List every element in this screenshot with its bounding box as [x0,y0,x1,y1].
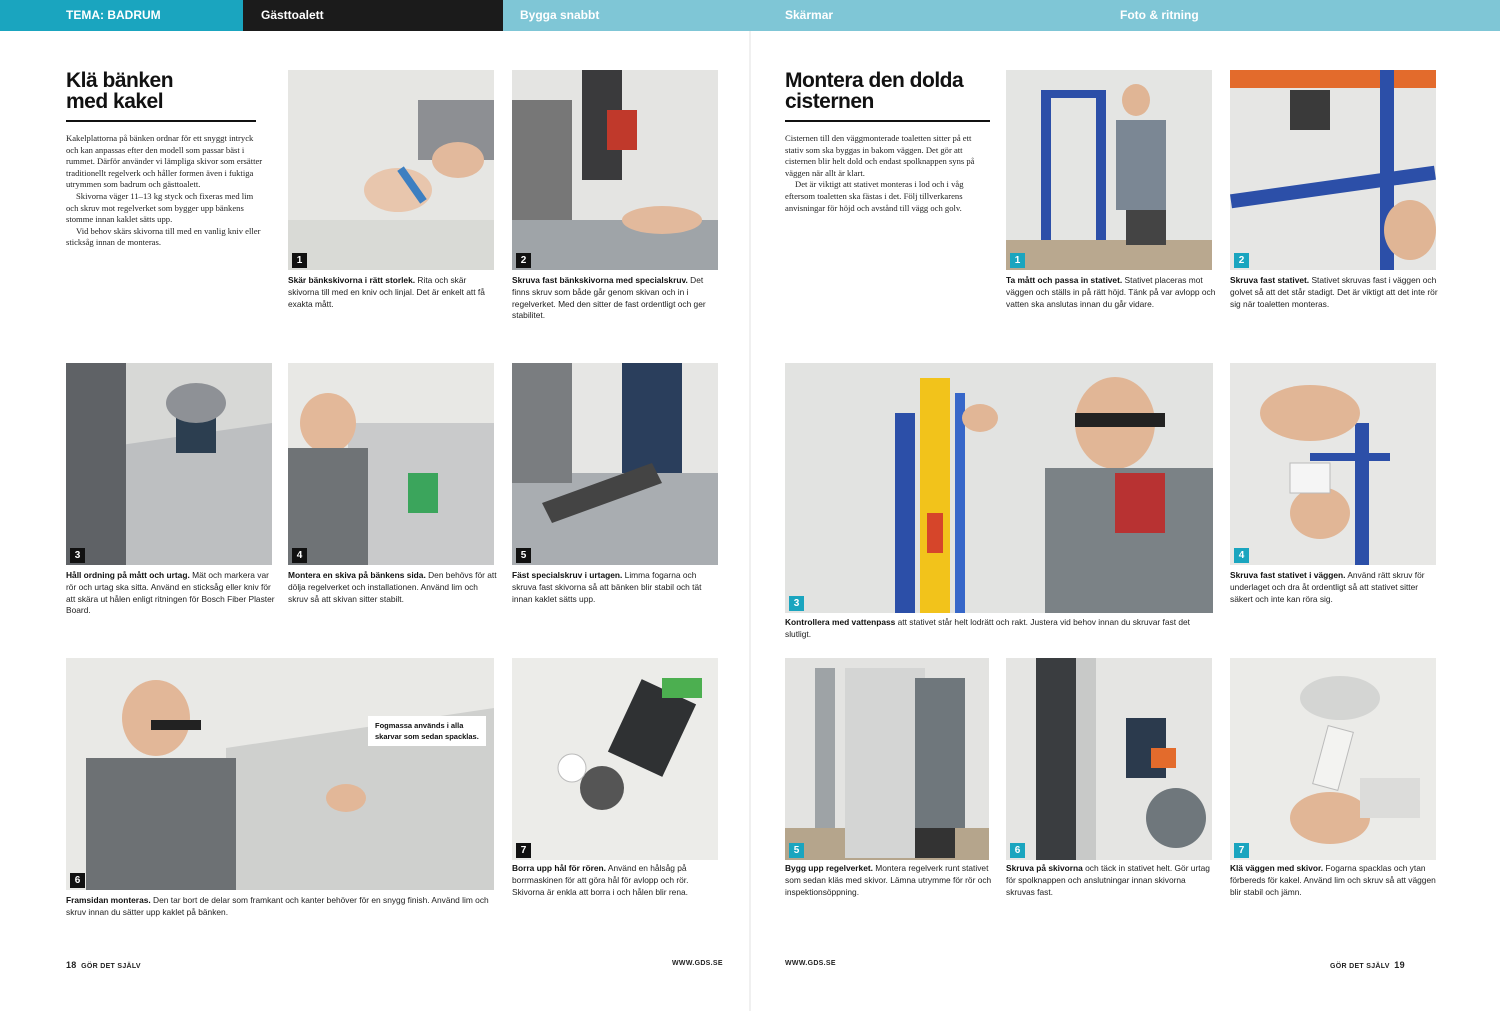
caption-right-step-2-bold: Skruva fast stativet. [1230,275,1310,285]
photo-callout: Fogmassa används i alla skarvar som sedan spacklas. [368,716,486,746]
caption-right-step-7-text: Fogarna spacklas och ytan förbereds för kakel. Använd lim och skruv så att väggen blir stabil och jämn. [1230,863,1436,897]
tab-foto-ritning: Foto & ritning [1120,8,1199,22]
photo-right-step-2 [1230,70,1436,270]
magazine-name-left: GÖR DET SJÄLV [81,963,141,970]
caption-right-step-6 [1006,863,1216,898]
caption-right-step-6-bold: Skruva på skivorna [1006,863,1083,873]
caption-step-7-text: Använd en hålsåg på borrmaskinen för att göra hål för avlopp och rör. Skivorna är enkla att borra i och hålen blir rena. [512,863,689,897]
step-badge: 2 [516,253,531,268]
step-badge: 4 [292,548,307,563]
caption-right-step-7-bold: Klä väggen med skivor. [1230,863,1324,873]
right-title-rule [785,120,990,122]
page-number-right: 19 [1394,960,1405,970]
caption-step-6 [66,895,496,919]
left-footer-site: WWW.GDS.SE [672,960,723,967]
photo-right-step-3 [785,363,1213,613]
caption-right-step-7 [1230,863,1440,898]
photo-right-step-6 [1006,658,1212,860]
caption-right-step-3-text: att stativet står helt lodrätt och rakt. Justera vid behov innan du skruvar fast det slutligt. [785,617,1190,639]
step-badge: 7 [516,843,531,858]
step-badge: 4 [1234,548,1249,563]
photo-step-2 [512,70,718,270]
left-intro-p3: Vid behov skärs skivorna till med en vanlig kniv eller sticksåg innan de monteras. [66,225,261,248]
page-number-left: 18 [66,960,77,970]
left-title [66,70,173,112]
caption-step-7-bold: Borra upp hål för rören. [512,863,606,873]
left-title-rule [66,120,256,122]
caption-right-step-1-text: Stativet placeras mot väggen och ställs in på rätt höjd. Tänk på var avlopp och vatten ska anslutas innan du går vidare. [1006,275,1216,309]
step-badge: 3 [70,548,85,563]
caption-right-step-5 [785,863,995,898]
caption-right-step-6-text: och täck in stativet helt. Gör urtag för spolknappen och anslutningar innan skivorna skruvas fast. [1006,863,1210,897]
caption-step-4-text: Den behövs för att dölja regelverket och installationen. Använd lim och skruv så att skivan sitter stabilt. [288,570,497,604]
photo-step-1 [288,70,494,270]
left-footer [66,960,141,970]
step-badge: 3 [789,596,804,611]
tab-bygga-snabbt: Bygga snabbt [520,8,600,22]
step-badge: 6 [70,873,85,888]
subsection-label: Gästtoalett [243,0,503,31]
caption-step-4 [288,570,498,605]
step-badge: 5 [516,548,531,563]
step-badge: 6 [1010,843,1025,858]
right-footer [1330,960,1405,970]
caption-step-5-text: Limma fogarna och skruva fast skivorna så att bänken blir stabil och tät innan kaklet sätts upp. [512,570,702,604]
caption-right-step-5-bold: Bygg upp regelverket. [785,863,873,873]
caption-right-step-5-text: Montera regelverk runt stativet som sedan kläs med skivor. Lämna utrymme för rör och inspektionsöppning. [785,863,992,897]
caption-right-step-2 [1230,275,1440,310]
caption-step-3-bold: Håll ordning på mått och urtag. [66,570,190,580]
right-intro-p1: Cisternen till den väggmonterade toaletten sitter på ett stativ som ska byggas in bakom väggen. Det gör att cisternen blir helt dold och endast spolknappen syns på väggen när allt är klart. [785,133,975,178]
left-intro-p1: Kakelplattorna på bänken ordnar för ett snyggt intryck och kan anpassas efter den modell som passar bäst i rummet. Därför använder vi lämpliga skivor som ersätter traditionellt regelverk och håller formen även i fuktiga utrymmen som badrum och gästtoalett. [66,133,263,190]
section-label: TEMA: BADRUM [0,0,243,31]
step-badge: 7 [1234,843,1249,858]
caption-step-2 [512,275,722,322]
tab-skarmar: Skärmar [785,8,834,22]
caption-right-step-1 [1006,275,1216,310]
photo-step-7 [512,658,718,860]
caption-step-1-bold: Skär bänkskivorna i rätt storlek. [288,275,416,285]
right-title [785,70,963,112]
top-bar [0,0,1500,31]
right-intro [785,133,990,214]
step-badge: 2 [1234,253,1249,268]
step-badge: 1 [292,253,307,268]
caption-step-5 [512,570,722,605]
right-footer-site: WWW.GDS.SE [785,960,836,967]
photo-step-6 [66,658,494,890]
left-title-line1: Klä bänken [66,69,174,92]
caption-step-7 [512,863,722,898]
right-title-line2: cisternen [785,90,874,113]
left-intro-p2: Skivorna väger 11–13 kg styck och fixeras med lim och skruv mot regelverket som bygger upp bänkens stomme innan kaklet sätts upp. [66,190,254,225]
photo-right-step-1 [1006,70,1212,270]
caption-step-2-bold: Skruva fast bänkskivorna med specialskruv. [512,275,688,285]
caption-step-1-text: Rita och skär skivorna till med en kniv och linjal. Det är enkelt att få exakta mått. [288,275,485,309]
caption-right-step-4 [1230,570,1440,605]
caption-right-step-3-bold: Kontrollera med vattenpass [785,617,896,627]
caption-step-5-bold: Fäst specialskruv i urtagen. [512,570,623,580]
caption-step-6-bold: Framsidan monteras. [66,895,151,905]
caption-step-3-text: Mät och markera var rör och urtag ska sitta. Använd en sticksåg eller kniv för att skära ut hålen enligt ritningen för Bosch Fiber Plaster Board. [66,570,275,616]
caption-step-6-text: Den tar bort de delar som framkant och kanter behöver för en snygg finish. Använd lim och skruv innan du sätter upp kaklet på bänken. [66,895,489,917]
caption-step-4-bold: Montera en skiva på bänkens sida. [288,570,426,580]
right-intro-p2: Det är viktigt att stativet monteras i lod och i våg eftersom toaletten ska fästas i det. Följ tillverkarens anvisningar för höjd och avstånd till vägg och golv. [785,179,964,213]
caption-step-1 [288,275,498,310]
photo-step-3 [66,363,272,565]
caption-right-step-4-text: Använd rätt skruv för underlaget och dra åt ordentligt så att stativet sitter säkert och inte kan röra sig. [1230,570,1425,604]
magazine-name-right: GÖR DET SJÄLV [1330,963,1390,970]
photo-step-5 [512,363,718,565]
step-badge: 1 [1010,253,1025,268]
left-title-line2: med kakel [66,90,164,113]
left-intro [66,133,266,249]
photo-right-step-5 [785,658,989,860]
photo-right-step-7 [1230,658,1436,860]
step-badge: 5 [789,843,804,858]
photo-step-4 [288,363,494,565]
caption-step-2-text: Det finns skruv som både går genom skivan och in i regelverket. Med den sitter de fast ordentligt och ger stabilitet. [512,275,706,321]
caption-right-step-4-bold: Skruva fast stativet i väggen. [1230,570,1346,580]
page-gutter [749,31,751,1011]
right-title-line1: Montera den dolda [785,69,964,92]
caption-right-step-2-text: Stativet skruvas fast i väggen och golvet så att det står stadigt. Det är viktigt att det inte rör sig när toaletten monteras. [1230,275,1438,309]
photo-right-step-4 [1230,363,1436,565]
caption-right-step-3 [785,617,1215,641]
caption-step-3 [66,570,276,617]
caption-right-step-1-bold: Ta mått och passa in stativet. [1006,275,1123,285]
